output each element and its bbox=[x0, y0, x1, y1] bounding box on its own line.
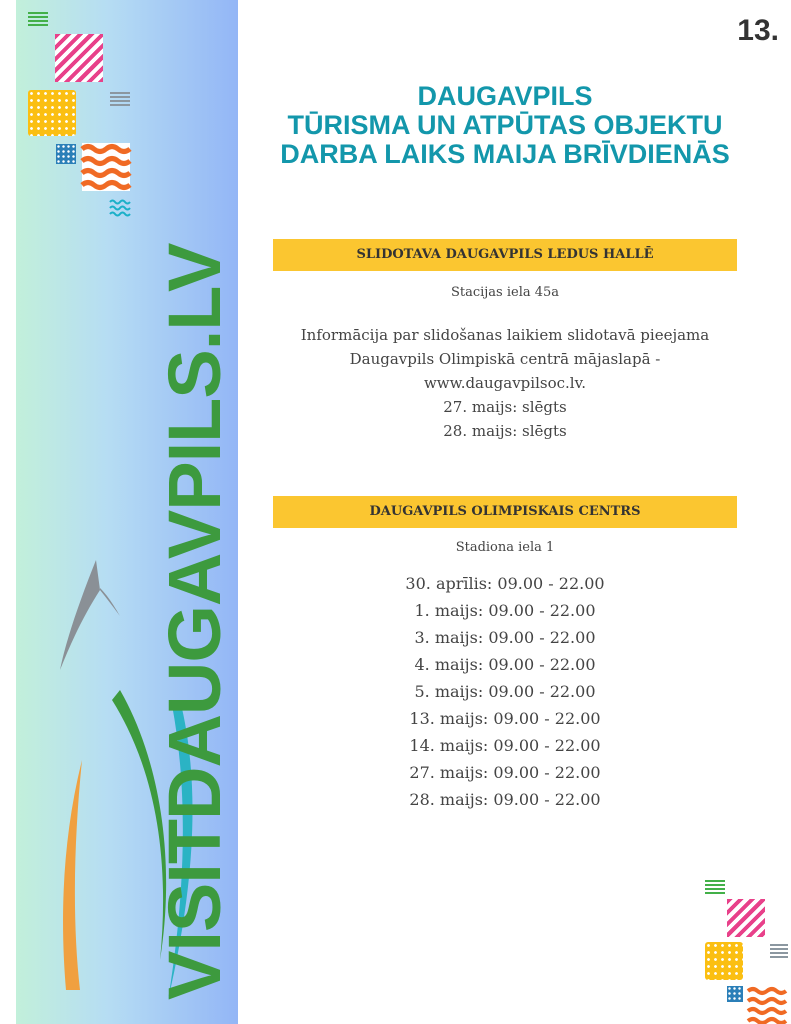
title-line-2: TŪRISMA UN ATPŪTAS OBJEKTU bbox=[287, 110, 723, 140]
page-title bbox=[270, 82, 740, 169]
schedule-line: 27. maijs: slēgts bbox=[443, 398, 567, 416]
title-line-1: DAUGAVPILS bbox=[417, 81, 593, 111]
schedule-line: 14. maijs: 09.00 - 22.00 bbox=[409, 736, 601, 755]
schedule-line: 13. maijs: 09.00 - 22.00 bbox=[409, 709, 601, 728]
teal-dot-tile bbox=[56, 144, 76, 164]
schedule-line: 28. maijs: 09.00 - 22.00 bbox=[409, 790, 601, 809]
website-link[interactable]: www.daugavpilsoc.lv. bbox=[423, 374, 587, 392]
info-line: Informācija par slidošanas laikiem slidotavā pieejama bbox=[300, 326, 710, 344]
schedule-line: 4. maijs: 09.00 - 22.00 bbox=[414, 655, 596, 674]
section-info bbox=[273, 323, 737, 443]
teal-dot-tile bbox=[727, 986, 743, 1002]
yellow-dot-tile bbox=[705, 942, 743, 980]
schedule-line: 5. maijs: 09.00 - 22.00 bbox=[414, 682, 596, 701]
orange-wave-tile bbox=[748, 986, 786, 1024]
pink-stripe-tile bbox=[55, 34, 103, 82]
grey-stripe-tile bbox=[110, 90, 130, 106]
section-address: Stadiona iela 1 bbox=[455, 540, 555, 555]
section-header-ice-hall: SLIDOTAVA DAUGAVPILS LEDUS HALLĒ bbox=[273, 239, 737, 271]
schedule-line: 1. maijs: 09.00 - 22.00 bbox=[414, 601, 596, 620]
info-line: Daugavpils Olimpiskā centrā mājaslapā - bbox=[349, 350, 661, 368]
section-address: Stacijas iela 45a bbox=[450, 285, 560, 300]
green-stripe-tile bbox=[28, 10, 48, 26]
schedule-line: 3. maijs: 09.00 - 22.00 bbox=[414, 628, 596, 647]
title-line-3: DARBA LAIKS MAIJA BRĪVDIENĀS bbox=[280, 139, 730, 169]
page-number: 13. bbox=[737, 14, 779, 47]
grey-stripe-tile bbox=[770, 942, 788, 958]
pink-stripe-tile bbox=[727, 899, 765, 937]
yellow-dot-tile bbox=[28, 90, 76, 136]
schedule-line: 28. maijs: slēgts bbox=[443, 422, 567, 440]
orange-wave-tile bbox=[82, 143, 130, 191]
schedule-line: 27. maijs: 09.00 - 22.00 bbox=[409, 763, 601, 782]
brand-wordmark: VISITDAUGAVPILS.LV bbox=[153, 243, 236, 1000]
green-stripe-tile bbox=[705, 878, 725, 894]
section-header-olympic-centre: DAUGAVPILS OLIMPISKAIS CENTRS bbox=[273, 496, 737, 528]
aqua-wave-tile bbox=[110, 198, 130, 218]
schedule-line: 30. aprīlis: 09.00 - 22.00 bbox=[405, 574, 605, 593]
schedule-list bbox=[273, 570, 737, 813]
